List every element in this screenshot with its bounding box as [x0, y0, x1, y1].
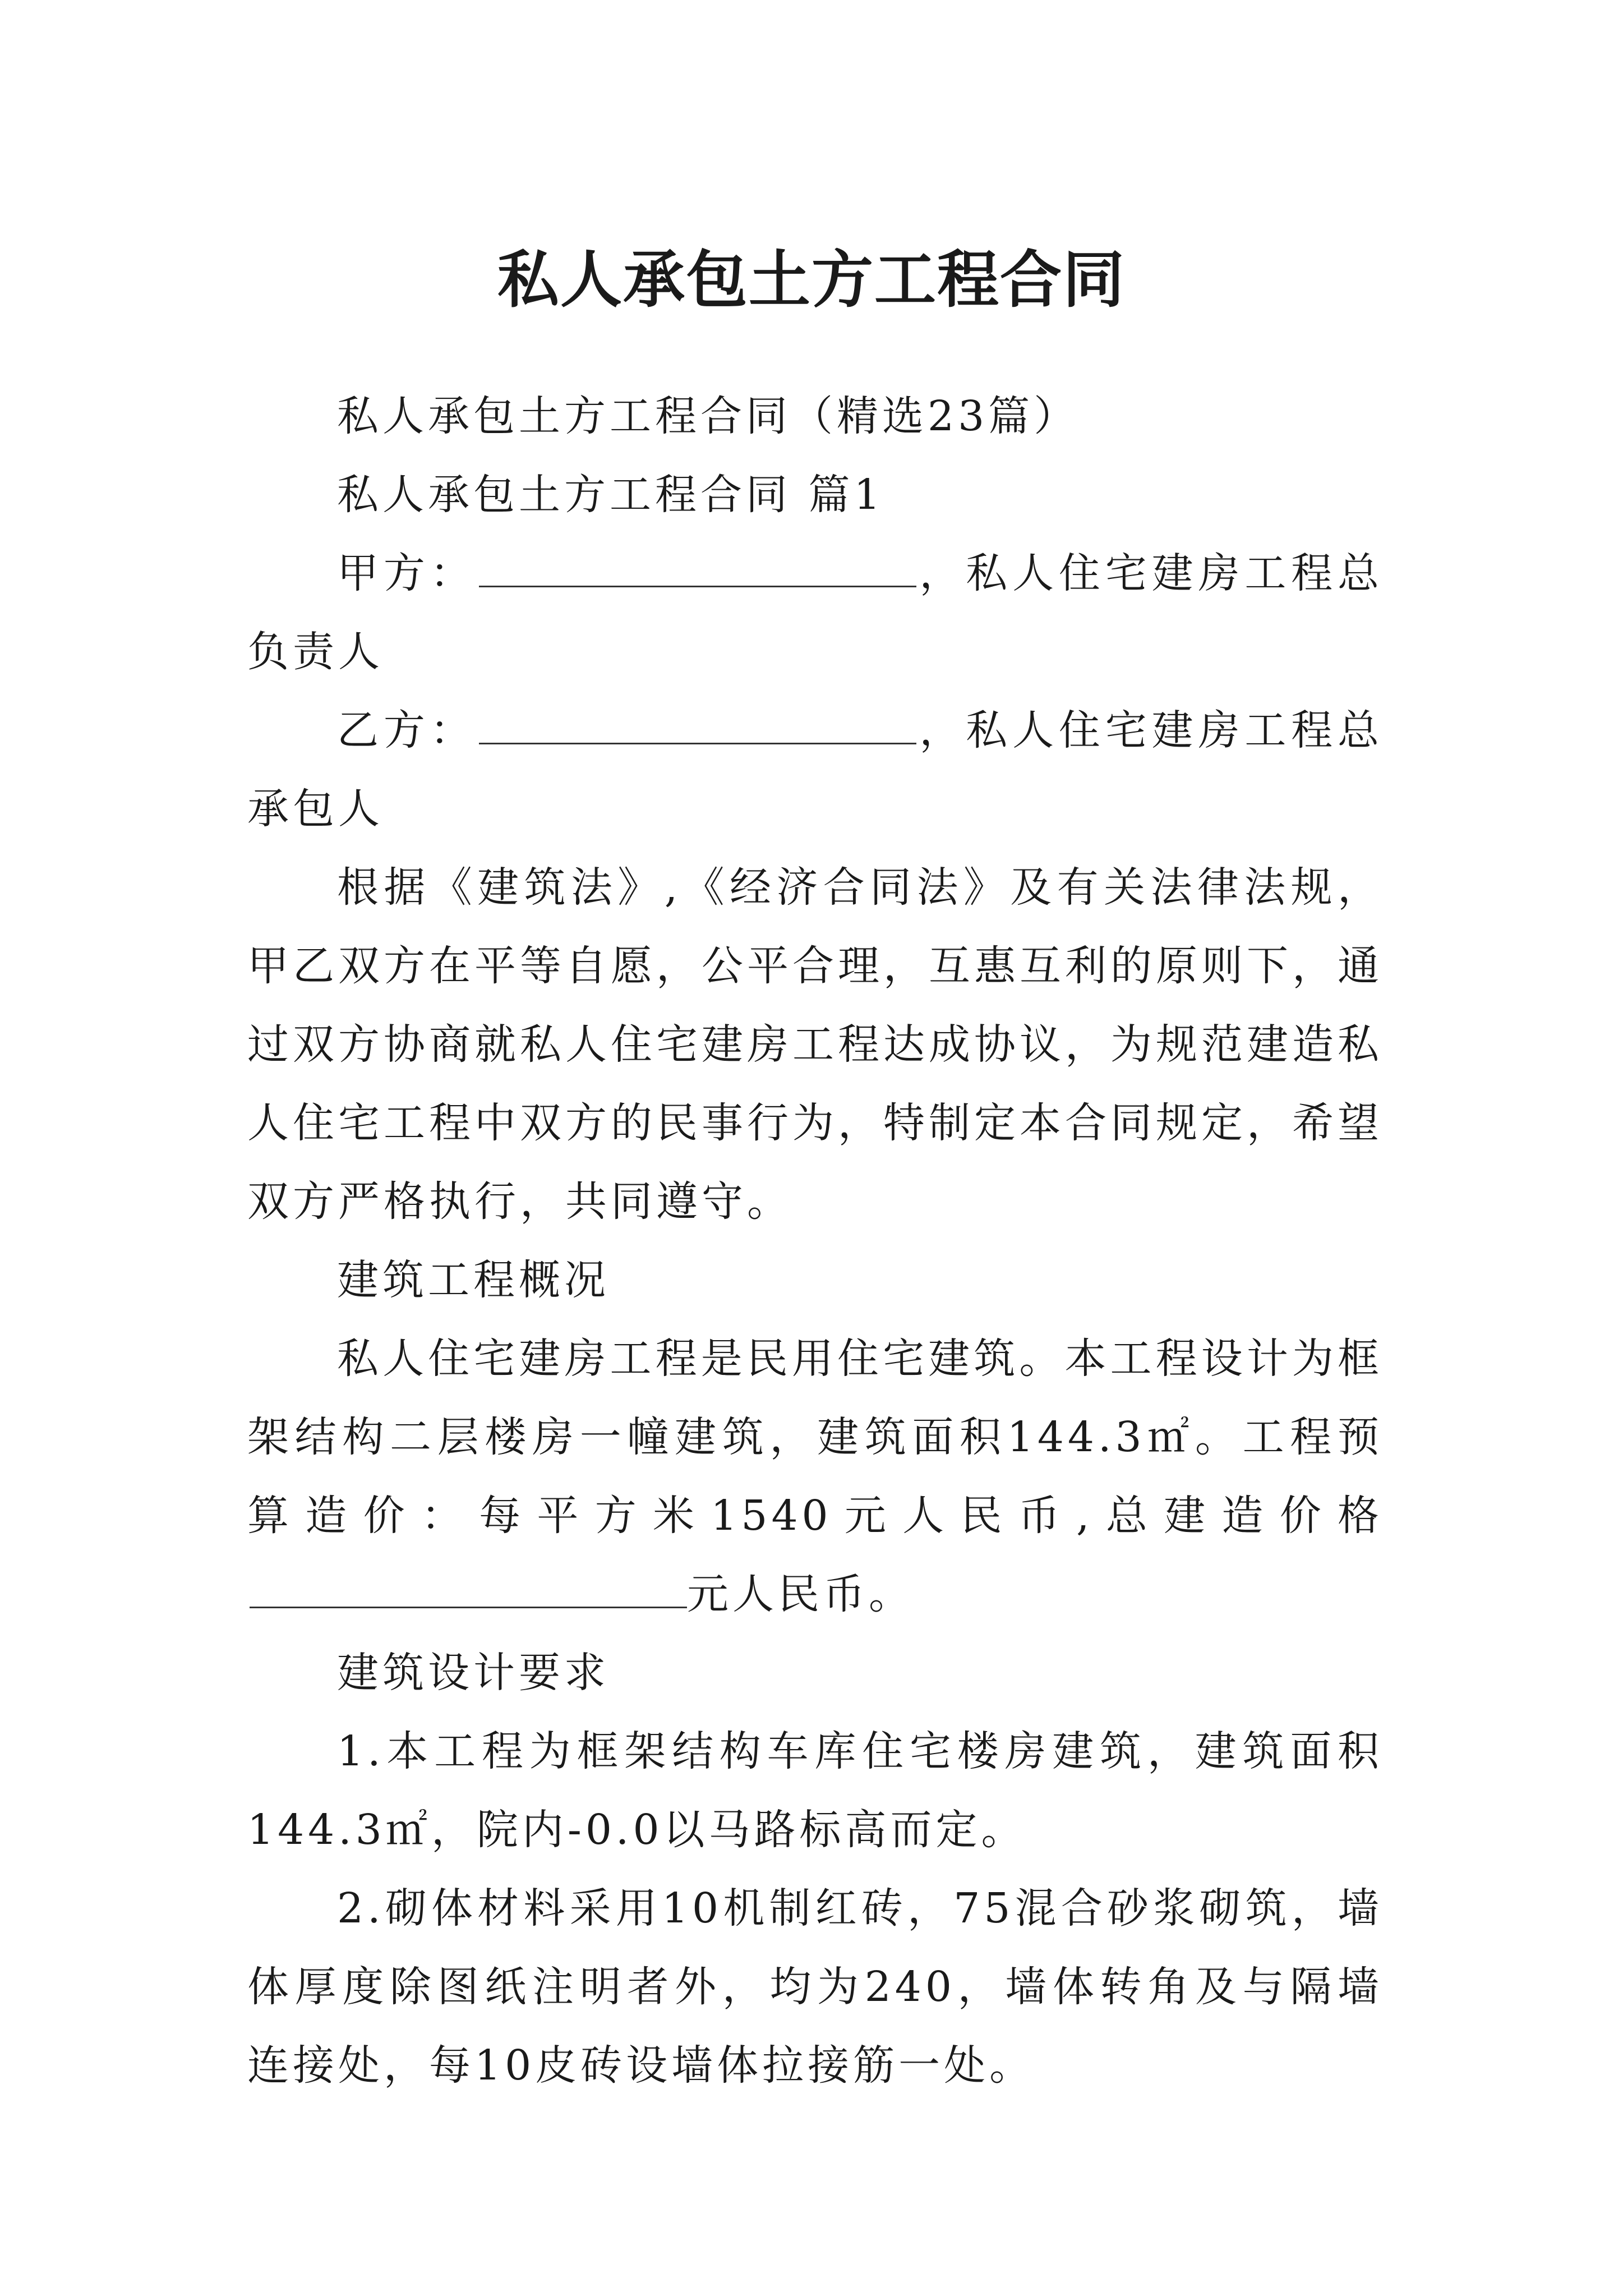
- party-a-blank: [479, 546, 916, 587]
- party-b-blank: [479, 703, 916, 744]
- party-a-label: 甲方：: [337, 549, 477, 597]
- design-heading: 建筑设计要求: [337, 1649, 610, 1697]
- party-b-line: [247, 691, 1383, 848]
- party-b-label: 乙方：: [337, 706, 477, 754]
- party-a-line: [247, 534, 1383, 691]
- overview-paragraph: [247, 1319, 1383, 1634]
- party-b-suffix: ，私人住宅建房工程总承包人: [247, 706, 1384, 833]
- document-subtitle: 私人承包土方工程合同（精选23篇）: [337, 392, 1080, 440]
- total-price-blank: [250, 1567, 687, 1608]
- party-a-suffix: ，私人住宅建房工程总负责人: [247, 549, 1384, 676]
- design-item-2: 2.砌体材料采用10机制红砖，75混合砂浆砌筑，墙体厚度除图纸注明者外，均为240，墙体转角及与隔墙连接处，每10皮砖设墙体拉接筋一处。: [247, 1884, 1383, 2090]
- overview-text: 私人住宅建房工程是民用住宅建筑。本工程设计为框架结构二层楼房一幢建筑，建筑面积144.3㎡。工程预算造价：每平方米1540元人民币,总建造价格: [247, 1335, 1383, 1540]
- preamble-paragraph: 根据《建筑法》,《经济合同法》及有关法律法规，甲乙双方在平等自愿，公平合理，互惠互利的原则下，通过双方协商就私人住宅建房工程达成协议，为规范建造私人住宅工程中双方的民事行为，特制定本合同规定，希望双方严格执行，共同遵守。: [247, 863, 1383, 1226]
- design-item-1: 1.本工程为框架结构车库住宅楼房建筑，建筑面积144.3㎡，院内-0.0以马路标高而定。: [247, 1727, 1383, 1854]
- document-title: 私人承包土方工程合同: [497, 243, 1126, 316]
- overview-text-end: 元人民币。: [687, 1570, 914, 1618]
- document-body: [247, 377, 1383, 2105]
- section-heading: 私人承包土方工程合同 篇1: [337, 471, 884, 519]
- overview-heading: 建筑工程概况: [337, 1256, 610, 1304]
